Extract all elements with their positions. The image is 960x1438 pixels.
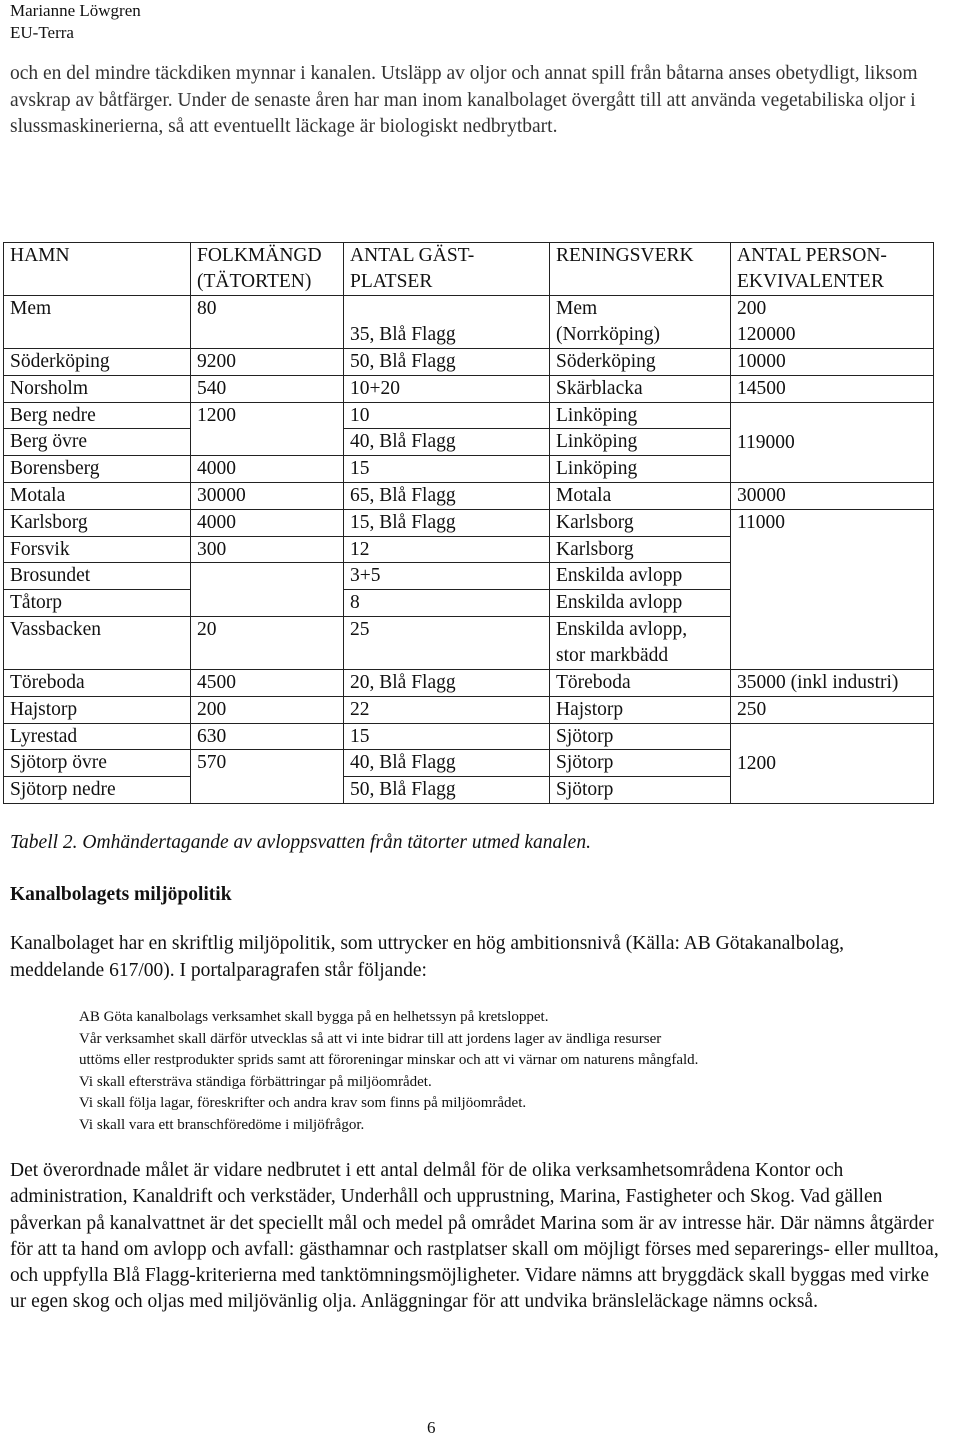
cell-hamn: Lyrestad	[4, 723, 191, 750]
cell-reningsverk: Enskilda avlopp	[550, 563, 731, 590]
cell-reningsverk: Sjötorp	[550, 723, 731, 750]
cell-gastplatser: 15	[344, 723, 550, 750]
policy-quote	[79, 1007, 929, 1136]
cell-folkmangd: 4000	[191, 456, 344, 483]
cell-hamn: Vassbacken	[4, 616, 191, 669]
cell-reningsverk: Mem (Norrköping)	[550, 296, 731, 349]
cell-reningsverk: Karlsborg	[550, 536, 731, 563]
cell-gastplatser: 40, Blå Flagg	[344, 750, 550, 777]
header-author: Marianne Löwgren	[10, 1, 141, 20]
goals-paragraph: Det överordnade målet är vidare nedbrutet i ett antal delmål för de olika verksamhetsområdena Kontor och administration, Kanaldrift och verkstäder, Underhåll och upprustning, Marina, Fastigheter och Skog. Vad gällen påverkan på kanalvattnet är det speciellt mål och medel på området Marina som är av intresse här. Där nämns åtgärder för att ta hand om avlopp och avfall: gästhamnar och rastplatser skall om möjligt förses med separerings- eller mulltoa, och uppfylla Blå Flagg-kriterierna med tanktömningsmöjligheter. Vidare nämns att bryggdäck skall byggas med virke ur egen skog och oljas med miljövänlig olja. Anläggningar för att undvika bränsleläckage nämns också.	[10, 1160, 939, 1313]
cell-hamn: Karlsborg	[4, 509, 191, 536]
table-row	[4, 509, 934, 536]
cell-gastplatser: 10+20	[344, 375, 550, 402]
cell-personekvivalenter: 30000	[731, 482, 934, 509]
quote-line: uttöms eller restprodukter sprids samt att föroreningar minskar och att vi värnar om naturens mångfald.	[79, 1052, 699, 1068]
cell-reningsverk: Töreboda	[550, 669, 731, 696]
cell-reningsverk: Skärblacka	[550, 375, 731, 402]
header-hamn: HAMN	[4, 243, 191, 296]
cell-folkmangd: 9200	[191, 349, 344, 376]
cell-personekvivalenter: 200 120000	[731, 296, 934, 349]
header-personekvivalenter: ANTAL PERSON- EKVIVALENTER	[731, 243, 934, 296]
cell-hamn: Sjötorp övre	[4, 750, 191, 777]
cell-hamn: Borensberg	[4, 456, 191, 483]
cell-gastplatser: 35, Blå Flagg	[344, 296, 550, 349]
table-row	[4, 482, 934, 509]
cell-personekvivalenter: 119000	[731, 402, 934, 482]
section-heading: Kanalbolagets miljöpolitik	[10, 884, 232, 905]
cell-hamn: Söderköping	[4, 349, 191, 376]
cell-reningsverk: Linköping	[550, 456, 731, 483]
cell-folkmangd: 300	[191, 536, 344, 563]
table-caption: Tabell 2. Omhändertagande av avloppsvatten från tätorter utmed kanalen.	[10, 832, 591, 853]
cell-reningsverk: Sjötorp	[550, 750, 731, 777]
cell-hamn: Hajstorp	[4, 696, 191, 723]
page-header	[10, 0, 141, 44]
cell-gastplatser: 22	[344, 696, 550, 723]
cell-hamn: Sjötorp nedre	[4, 777, 191, 804]
cell-gastplatser: 50, Blå Flagg	[344, 777, 550, 804]
cell-gastplatser: 20, Blå Flagg	[344, 669, 550, 696]
quote-line: Vi skall eftersträva ständiga förbättringar på miljöområdet.	[79, 1073, 432, 1090]
cell-gastplatser: 8	[344, 590, 550, 617]
cell-personekvivalenter: 35000 (inkl industri)	[731, 669, 934, 696]
header-gastplatser: ANTAL GÄST- PLATSER	[344, 243, 550, 296]
table-row	[4, 349, 934, 376]
cell-gastplatser: 15	[344, 456, 550, 483]
cell-hamn: Tåtorp	[4, 590, 191, 617]
header-reningsverk: RENINGSVERK	[550, 243, 731, 296]
cell-hamn: Berg nedre	[4, 402, 191, 429]
quote-line: Vi skall vara ett branschföredöme i miljöfrågor.	[79, 1116, 365, 1133]
cell-folkmangd	[191, 563, 344, 617]
cell-gastplatser: 65, Blå Flagg	[344, 482, 550, 509]
header-organization: EU-Terra	[10, 23, 74, 42]
cell-folkmangd: 1200	[191, 402, 344, 456]
cell-folkmangd: 4500	[191, 669, 344, 696]
cell-reningsverk: Sjötorp	[550, 777, 731, 804]
cell-gastplatser: 50, Blå Flagg	[344, 349, 550, 376]
cell-gastplatser: 40, Blå Flagg	[344, 429, 550, 456]
cell-hamn: Berg övre	[4, 429, 191, 456]
cell-folkmangd: 30000	[191, 482, 344, 509]
intro-paragraph: och en del mindre täckdiken mynnar i kanalen. Utsläpp av oljor och annat spill från båtarna anses obetydligt, liksom avskrap av båtfärger. Under de senaste åren har man inom kanalbolaget övergått till att använda vegetabiliska oljor i slussmaskinerierna, så att eventuellt läckage är biologiskt nedbrytbart.	[10, 63, 918, 137]
cell-reningsverk: Linköping	[550, 429, 731, 456]
cell-personekvivalenter: 10000	[731, 349, 934, 376]
quote-line: Vår verksamhet skall därför utvecklas så att vi inte bidrar till att jordens lager av ändliga resurser	[79, 1030, 662, 1047]
header-folkmangd: FOLKMÄNGD (TÄTORTEN)	[191, 243, 344, 296]
table-row	[4, 669, 934, 696]
cell-reningsverk: Enskilda avlopp	[550, 590, 731, 617]
cell-reningsverk: Linköping	[550, 402, 731, 429]
cell-reningsverk: Söderköping	[550, 349, 731, 376]
quote-line: AB Göta kanalbolags verksamhet skall bygga på en helhetssyn på kretsloppet.	[79, 1009, 549, 1025]
harbor-wastewater-table	[3, 242, 934, 804]
table-row	[4, 375, 934, 402]
table-row	[4, 296, 934, 349]
cell-gastplatser: 10	[344, 402, 550, 429]
cell-gastplatser: 15, Blå Flagg	[344, 509, 550, 536]
quote-line: Vi skall följa lagar, föreskrifter och andra krav som finns på miljöområdet.	[79, 1095, 527, 1111]
cell-hamn: Forsvik	[4, 536, 191, 563]
cell-personekvivalenter: 11000	[731, 509, 934, 669]
cell-hamn: Töreboda	[4, 669, 191, 696]
policy-paragraph: Kanalbolaget har en skriftlig miljöpolitik, som uttrycker en hög ambitionsnivå (Källa: AB Götakanalbolag, meddelande 617/00). I portalparagrafen står följande:	[10, 933, 844, 981]
cell-folkmangd: 20	[191, 616, 344, 669]
cell-hamn: Mem	[4, 296, 191, 349]
cell-reningsverk: Enskilda avlopp, stor markbädd	[550, 616, 731, 669]
cell-folkmangd: 630	[191, 723, 344, 750]
cell-gastplatser: 25	[344, 616, 550, 669]
cell-personekvivalenter: 1200	[731, 723, 934, 803]
cell-hamn: Motala	[4, 482, 191, 509]
cell-personekvivalenter: 14500	[731, 375, 934, 402]
cell-folkmangd: 80	[191, 296, 344, 349]
cell-folkmangd: 570	[191, 750, 344, 804]
cell-folkmangd: 540	[191, 375, 344, 402]
cell-reningsverk: Karlsborg	[550, 509, 731, 536]
cell-gastplatser: 3+5	[344, 563, 550, 590]
cell-reningsverk: Motala	[550, 482, 731, 509]
table-row	[4, 402, 934, 429]
cell-reningsverk: Hajstorp	[550, 696, 731, 723]
cell-folkmangd: 200	[191, 696, 344, 723]
cell-personekvivalenter: 250	[731, 696, 934, 723]
cell-gastplatser: 12	[344, 536, 550, 563]
page-number: 6	[427, 1418, 436, 1437]
cell-hamn: Brosundet	[4, 563, 191, 590]
cell-hamn: Norsholm	[4, 375, 191, 402]
table-header-row	[4, 243, 934, 296]
table-row	[4, 696, 934, 723]
table-row	[4, 723, 934, 750]
cell-folkmangd: 4000	[191, 509, 344, 536]
